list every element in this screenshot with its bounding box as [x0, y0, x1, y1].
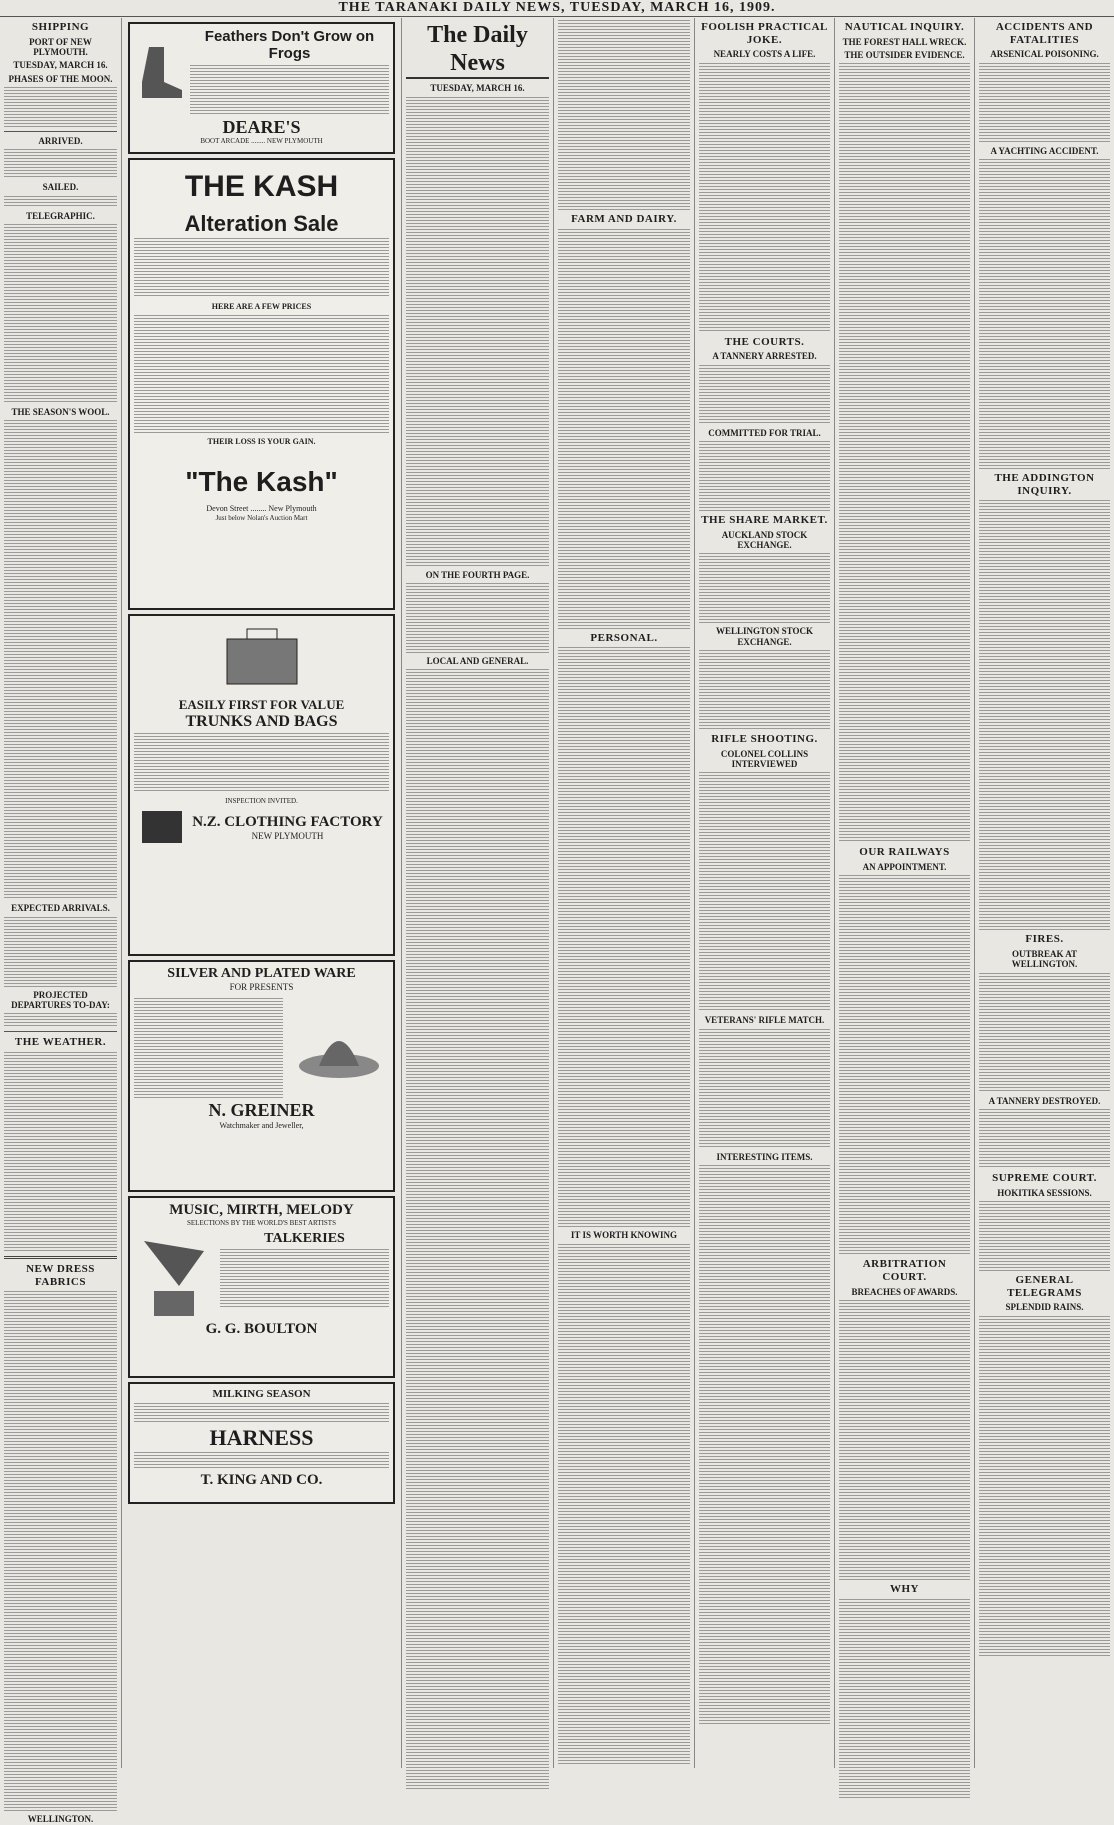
column-farm [554, 18, 695, 1768]
music-title: MUSIC, MIRTH, MELODY [169, 1202, 354, 1218]
personal-heading: PERSONAL. [590, 631, 658, 644]
collins-heading: COLONEL COLLINS INTERVIEWED [720, 748, 809, 769]
trunks-sub: TRUNKS AND BAGS [185, 712, 338, 730]
dress-fabrics-heading: NEW DRESS FABRICS [26, 1263, 95, 1288]
kash-name: "The Kash" [185, 466, 338, 498]
milking-title: MILKING SEASON [212, 1388, 311, 1400]
column-accidents [975, 18, 1114, 1768]
wellington-exchange: WELLINGTON STOCK EXCHANGE. [716, 626, 813, 647]
ad-kash [128, 158, 395, 610]
general-heading: GENERAL TELEGRAMS [1007, 1273, 1082, 1299]
gramophone-icon [134, 1231, 214, 1321]
greiner-sub: Watchmaker and Jeweller, [219, 1121, 304, 1131]
port-line: PORT OF NEW PLYMOUTH. [29, 36, 92, 57]
daily-news-title: The Daily News [406, 22, 549, 79]
weather-heading: THE WEATHER. [14, 1036, 107, 1049]
kash-address: Devon Street ........ New Plymouth [206, 504, 317, 514]
col1-footer: WELLINGTON. [27, 1814, 94, 1825]
courts-heading: THE COURTS. [724, 335, 805, 348]
share-heading: THE SHARE MARKET. [701, 513, 828, 526]
auckland-exchange: AUCKLAND STOCK EXCHANGE. [721, 529, 808, 550]
nz-place: NEW PLYMOUTH [251, 830, 324, 841]
column-joke [695, 18, 835, 1768]
nz-logo-icon [140, 809, 184, 845]
arbitration-heading: ARBITRATION COURT. [862, 1258, 947, 1283]
silverware-icon [289, 996, 389, 1096]
sailed-heading: SAILED. [42, 182, 79, 193]
inspection: INSPECTION INVITED. [225, 797, 298, 806]
yachting-heading: A YACHTING ACCIDENT. [990, 145, 1099, 156]
king-co: T. KING AND CO. [200, 1471, 323, 1488]
boot-icon [134, 42, 184, 102]
ad-silver [128, 960, 395, 1192]
arrived-heading: ARRIVED. [38, 136, 83, 147]
column-shipping [0, 18, 122, 1825]
moon-heading: PHASES OF THE MOON. [8, 73, 113, 84]
silver-title: SILVER AND PLATED WARE [167, 966, 356, 981]
joke-heading: FOOLISH PRACTICAL JOKE. [701, 21, 828, 46]
deares-address: BOOT ARCADE ........ NEW PLYMOUTH [200, 137, 323, 146]
ad-milking [128, 1382, 395, 1504]
committed-heading: COMMITTED FOR TRIAL. [708, 427, 821, 438]
fires-heading: FIRES. [1025, 933, 1064, 946]
worth-knowing-heading: IT IS WORTH KNOWING [570, 1230, 678, 1241]
kash-sale: Alteration Sale [184, 210, 339, 236]
ad-trunks [128, 614, 395, 956]
verdict-heading: THE OUTSIDER EVIDENCE. [844, 49, 965, 60]
joke-sub: NEARLY COSTS A LIFE. [713, 49, 816, 60]
trunk-icon [217, 624, 307, 694]
veterans-heading: VETERANS' RIFLE MATCH. [704, 1015, 825, 1026]
projected-heading: PROJECTED DEPARTURES TO-DAY: [11, 989, 110, 1011]
talkeries: TALKERIES [264, 1231, 345, 1247]
why-heading: WHY [890, 1582, 919, 1595]
ad-music [128, 1196, 395, 1378]
outbreak-heading: OUTBREAK AT WELLINGTON. [1011, 948, 1078, 970]
column-nautical [835, 18, 975, 1768]
shipping-heading: SHIPPING [31, 21, 90, 33]
music-sub: SELECTIONS BY THE WORLD'S BEST ARTISTS [187, 1219, 336, 1228]
accidents-heading: ACCIDENTS AND FATALITIES [995, 21, 1094, 46]
kash-title: THE KASH [184, 170, 339, 203]
kash-prices: HERE ARE A FEW PRICES [211, 301, 312, 311]
expected-heading: EXPECTED ARRIVALS. [11, 903, 110, 914]
ad-frogs [128, 22, 395, 154]
daily-date: TUESDAY, MARCH 16. [430, 83, 525, 94]
local-general-heading: LOCAL AND GENERAL. [426, 655, 529, 666]
interesting-heading: INTERESTING ITEMS. [716, 1151, 813, 1162]
tannery-heading: A TANNERY DESTROYED. [988, 1095, 1101, 1106]
wool-heading: THE SEASON'S WOOL. [11, 407, 110, 418]
boulton: G. G. BOULTON [205, 1321, 318, 1338]
trunks-title: EASILY FIRST FOR VALUE [178, 697, 345, 712]
masthead: THE TARANAKI DAILY NEWS, TUESDAY, MARCH 16, 1909. [0, 0, 1114, 17]
silver-sub: FOR PRESENTS [229, 982, 294, 993]
forest-heading: THE FOREST HALL WRECK. [842, 36, 967, 47]
harness: HARNESS [209, 1424, 314, 1450]
deares-name: DEARE'S [222, 116, 301, 137]
arsenical-heading: ARSENICAL POISONING. [990, 49, 1099, 60]
column-adverts [122, 18, 402, 1768]
railways-heading: OUR RAILWAYS [859, 846, 950, 859]
breaches-heading: BREACHES OF AWARDS. [851, 1286, 958, 1297]
column-daily-news [402, 18, 554, 1768]
fourth-page-heading: ON THE FOURTH PAGE. [425, 569, 530, 580]
appointment-heading: AN APPOINTMENT. [862, 861, 947, 872]
frogs-title: Feathers Don't Grow on Frogs [204, 28, 375, 63]
addington-heading: THE ADDINGTON INQUIRY. [994, 471, 1095, 497]
nz-factory: N.Z. CLOTHING FACTORY [192, 813, 383, 830]
supreme-heading: SUPREME COURT. [992, 1171, 1097, 1184]
kash-near: Just below Nolan's Auction Mart [215, 513, 308, 522]
hokitika-heading: HOKITIKA SESSIONS. [997, 1187, 1092, 1198]
rifle-heading: RIFLE SHOOTING. [711, 732, 818, 745]
telegraphic-heading: TELEGRAPHIC. [26, 210, 95, 221]
nautical-heading: NAUTICAL INQUIRY. [844, 21, 965, 33]
kash-loss: THEIR LOSS IS YOUR GAIN. [207, 436, 316, 446]
greiner-name: N. GREINER [208, 1100, 315, 1121]
farm-dairy-heading: FARM AND DAIRY. [571, 213, 677, 225]
date-line: TUESDAY, MARCH 16. [13, 60, 108, 71]
splendid-heading: SPLENDID RAINS. [1005, 1302, 1084, 1313]
tanner-heading: A TANNERY ARRESTED. [712, 351, 817, 362]
